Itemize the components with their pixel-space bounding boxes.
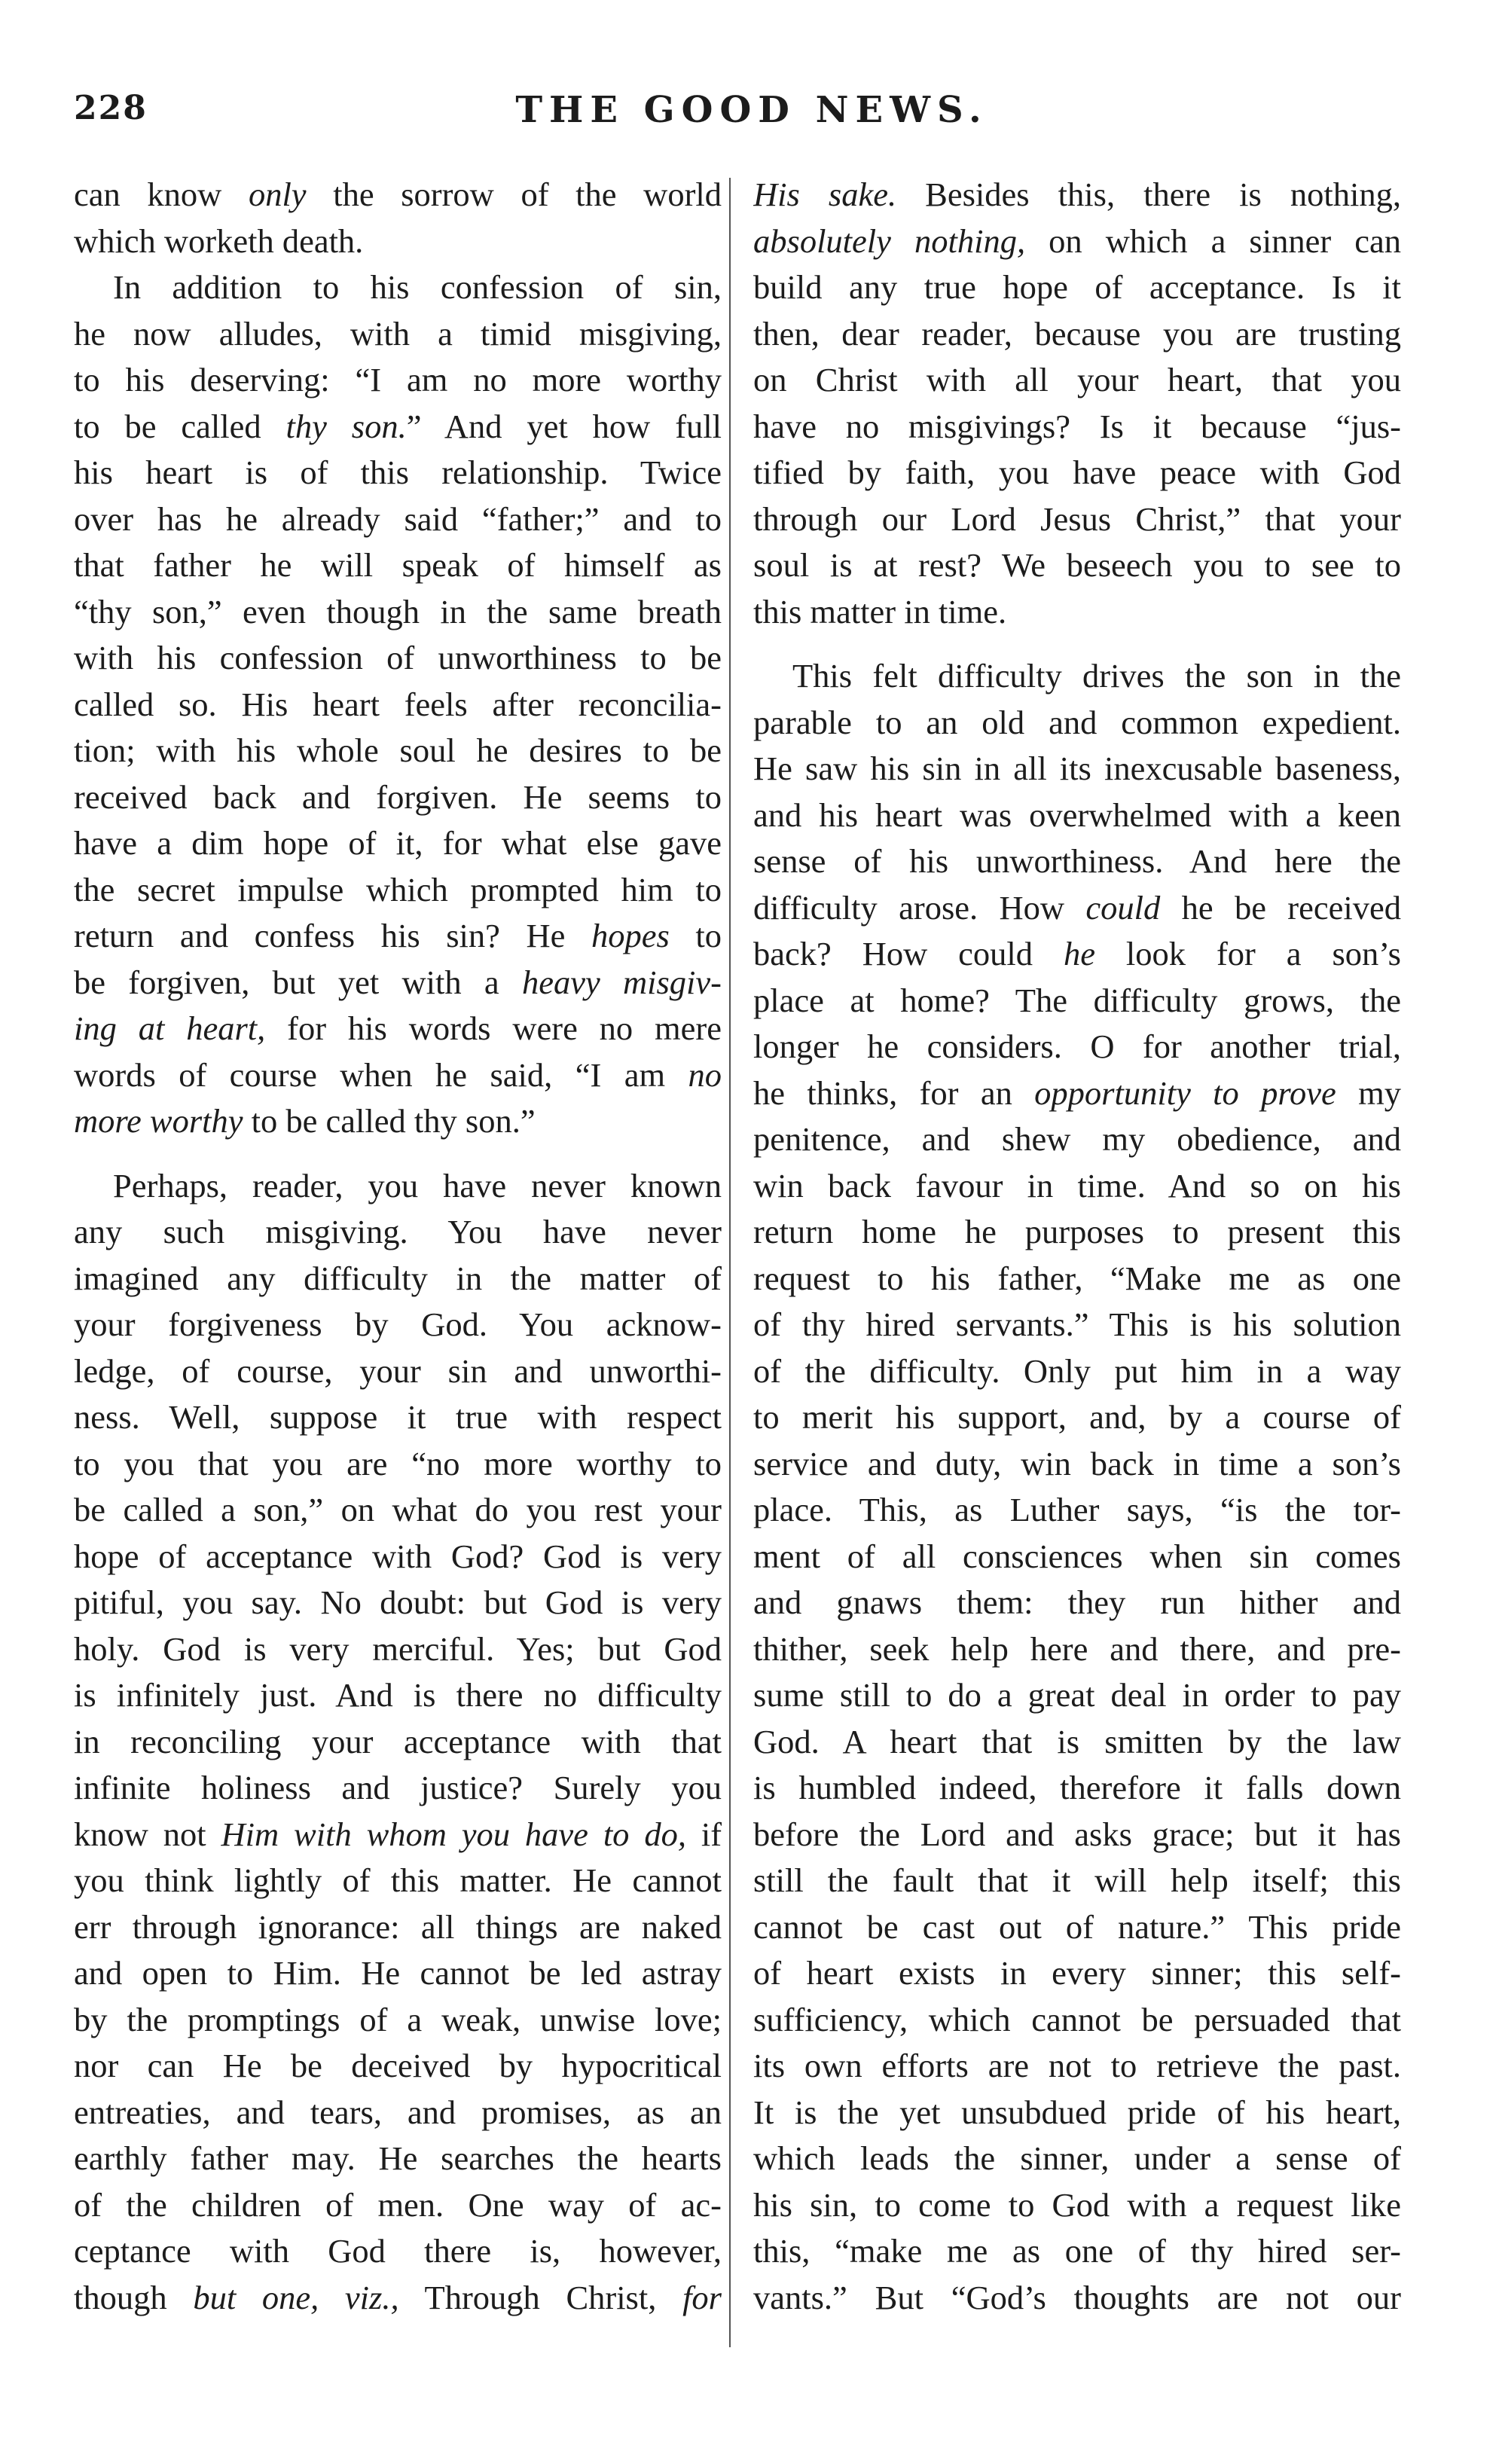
text-line: sufficiency, which cannot be persuaded that xyxy=(753,2000,1401,2038)
text-line: in reconciling your acceptance with that xyxy=(74,1722,722,1760)
text-line: be called a son,” on what do you rest your xyxy=(74,1491,722,1528)
text-line: cannot be cast out of nature.” This pride xyxy=(753,1907,1401,1946)
text-line: and open to Him. He cannot be led astray xyxy=(74,1954,722,1992)
text-line: tion; with his whole soul he desires to be xyxy=(74,731,722,769)
text-line: hope of acceptance with God? God is very xyxy=(74,1537,722,1575)
text-line: penitence, and shew my obedience, and xyxy=(753,1120,1401,1158)
left-text-column xyxy=(74,172,722,2417)
text-line: which leads the sinner, under a sense of xyxy=(753,2139,1401,2177)
text-line: entreaties, and tears, and promises, as an xyxy=(74,2093,722,2131)
text-line: thither, seek help here and there, and pre- xyxy=(753,1629,1401,1668)
text-line: In addition to his confession of sin, xyxy=(113,268,722,306)
text-line: absolutely nothing, on which a sinner can xyxy=(753,221,1401,260)
text-line: to be called thy son.” And yet how full xyxy=(74,407,722,445)
text-line: of heart exists in every sinner; this self- xyxy=(753,1954,1401,1992)
text-line: imagined any difficulty in the matter of xyxy=(74,1259,722,1297)
text-line: still the fault that it will help itself; this xyxy=(753,1861,1401,1899)
text-line: have no misgivings? Is it because “jus- xyxy=(753,407,1401,445)
text-line: called so. His heart feels after reconcilia- xyxy=(74,685,722,723)
text-line: win back favour in time. And so on his xyxy=(753,1166,1401,1205)
text-line: infinite holiness and justice? Surely you xyxy=(74,1769,722,1806)
text-line: place. This, as Luther says, “is the tor- xyxy=(753,1491,1401,1528)
text-line: parable to an old and common expedient. xyxy=(753,703,1401,741)
page-header xyxy=(74,89,1430,149)
text-line: this matter in time. xyxy=(753,592,1007,631)
text-line: his sin, to come to God with a request like xyxy=(753,2185,1401,2224)
text-line: his heart is of this relationship. Twice xyxy=(74,453,722,491)
text-line: to his deserving: “I am no more worthy xyxy=(74,361,722,398)
text-line: is humbled indeed, therefore it falls down xyxy=(753,1769,1401,1806)
text-line: ment of all consciences when sin comes xyxy=(753,1537,1401,1575)
text-line: to merit his support, and, by a course of xyxy=(753,1398,1401,1436)
column-divider xyxy=(729,178,731,2347)
text-line: with his confession of unworthiness to be xyxy=(74,639,722,676)
text-line: return and confess his sin? He hopes to xyxy=(74,917,722,954)
text-line: your forgiveness by God. You acknow- xyxy=(74,1305,722,1343)
text-line: Perhaps, reader, you have never known xyxy=(113,1166,722,1205)
text-line: vants.” But “God’s thoughts are not our xyxy=(753,2278,1401,2316)
text-line: “thy son,” even though in the same breath xyxy=(74,592,722,631)
text-line: return home he purposes to present this xyxy=(753,1213,1401,1250)
text-line: He saw his sin in all its inexcusable baseness, xyxy=(753,750,1401,787)
text-line: service and duty, win back in time a son’s xyxy=(753,1444,1401,1482)
text-line: more worthy to be called thy son.” xyxy=(74,1102,536,1140)
text-line: difficulty arose. How could he be received xyxy=(753,888,1401,927)
text-line: to you that you are “no more worthy to xyxy=(74,1444,722,1482)
text-line: over has he already said “father;” and to xyxy=(74,499,722,538)
running-title: THE GOOD NEWS. xyxy=(515,89,988,131)
text-line: of the children of men. One way of ac- xyxy=(74,2185,722,2224)
text-line: he thinks, for an opportunity to prove my xyxy=(753,1073,1401,1112)
text-line: longer he considers. O for another trial, xyxy=(753,1027,1401,1065)
text-line: through our Lord Jesus Christ,” that your xyxy=(753,499,1401,538)
text-line: by the promptings of a weak, unwise love; xyxy=(74,2000,722,2038)
text-line: soul is at rest? We beseech you to see to xyxy=(753,546,1401,584)
text-line: back? How could he look for a son’s xyxy=(753,935,1401,972)
text-line: place at home? The difficulty grows, the xyxy=(753,981,1401,1019)
text-line: request to his father, “Make me as one xyxy=(753,1259,1401,1297)
right-text-column xyxy=(753,172,1401,2417)
text-line: ledge, of course, your sin and unworthi- xyxy=(74,1351,722,1390)
text-line: the secret impulse which prompted him to xyxy=(74,870,722,908)
text-line: build any true hope of acceptance. Is it xyxy=(753,268,1401,306)
text-line: any such misgiving. You have never xyxy=(74,1213,722,1250)
text-line: its own efforts are not to retrieve the past. xyxy=(753,2047,1401,2084)
text-line: It is the yet unsubdued pride of his heart, xyxy=(753,2093,1401,2131)
text-line: God. A heart that is smitten by the law xyxy=(753,1722,1401,1760)
paragraph-gap xyxy=(74,1145,722,1163)
text-line: received back and forgiven. He seems to xyxy=(74,777,722,816)
text-line: though but one, viz., Through Christ, for xyxy=(74,2278,722,2316)
text-line: then, dear reader, because you are trusting xyxy=(753,314,1401,353)
text-line: err through ignorance: all things are naked xyxy=(74,1907,722,1946)
text-line: words of course when he said, “I am no xyxy=(74,1055,722,1094)
text-line: ness. Well, suppose it true with respect xyxy=(74,1398,722,1436)
text-line: tified by faith, you have peace with God xyxy=(753,453,1401,491)
text-line: before the Lord and asks grace; but it has xyxy=(753,1815,1401,1853)
text-line: sense of his unworthiness. And here the xyxy=(753,842,1401,880)
text-line: that father he will speak of himself as xyxy=(74,546,722,584)
text-line: pitiful, you say. No doubt: but God is very xyxy=(74,1583,722,1621)
text-line: he now alludes, with a timid misgiving, xyxy=(74,314,722,353)
text-line: of the difficulty. Only put him in a way xyxy=(753,1351,1401,1390)
text-line: of thy hired servants.” This is his solution xyxy=(753,1305,1401,1343)
text-line: and his heart was overwhelmed with a keen xyxy=(753,795,1401,834)
text-line: this, “make me as one of thy hired ser- xyxy=(753,2232,1401,2270)
page-number: 228 xyxy=(74,89,148,127)
text-line: and gnaws them: they run hither and xyxy=(753,1583,1401,1621)
text-line: nor can He be deceived by hypocritical xyxy=(74,2047,722,2084)
text-line: be forgiven, but yet with a heavy misgiv- xyxy=(74,963,722,1001)
text-line: earthly father may. He searches the hearts xyxy=(74,2139,722,2177)
text-line: on Christ with all your heart, that you xyxy=(753,361,1401,398)
text-line: is infinitely just. And is there no difficulty xyxy=(74,1676,722,1714)
text-line: can know only the sorrow of the world xyxy=(74,176,722,213)
text-line: you think lightly of this matter. He cannot xyxy=(74,1861,722,1899)
text-line: which worketh death. xyxy=(74,221,364,260)
text-line: have a dim hope of it, for what else gave xyxy=(74,824,722,862)
text-line: sume still to do a great deal in order to pay xyxy=(753,1676,1401,1714)
text-line: holy. God is very merciful. Yes; but God xyxy=(74,1629,722,1668)
text-line: His sake. Besides this, there is nothing, xyxy=(753,176,1401,213)
paragraph-gap xyxy=(753,635,1401,653)
text-line: ing at heart, for his words were no mere xyxy=(74,1009,722,1047)
text-line: This felt difficulty drives the son in the xyxy=(792,657,1401,695)
text-line: ceptance with God there is, however, xyxy=(74,2232,722,2270)
text-line: know not Him with whom you have to do, if xyxy=(74,1815,722,1853)
